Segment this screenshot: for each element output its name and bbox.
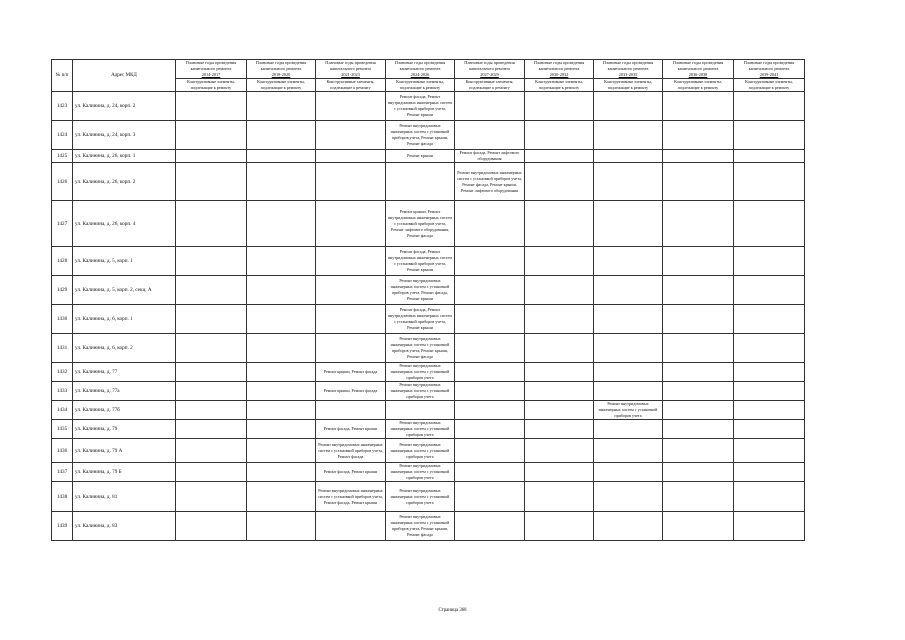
col-addr-header: Адрес МКД: [73, 60, 176, 92]
row-number: 1434: [52, 401, 73, 420]
row-number: 1435: [52, 420, 73, 439]
col-num-header: № п/п: [52, 60, 73, 92]
col-elements-header: Конструктивные элементы, подлежащие к ремонту: [663, 79, 734, 92]
table-row: [52, 150, 805, 163]
table-row: [52, 334, 805, 363]
row-work-2024: Ремонт внутридомовых инженерных систем с установкой приборов учета: [386, 382, 455, 401]
row-address: ул. Калинина, д. 26, корп. 1: [73, 150, 176, 163]
row-work-2024: Ремонт внутридомовых инженерных систем с установкой приборов учета, Ремонт крыши, Ремонт фасада: [386, 121, 455, 150]
row-work-2024: Ремонт фасада, Ремонт внутридомовых инженерных систем с установкой приборов учета, Ремонт крыши: [386, 305, 455, 334]
row-work-2021: Ремонт фасада, Ремонт крыши: [316, 463, 386, 482]
row-work-2021: Ремонт внутридомовых инженерных систем с установкой приборов учета, Ремонт фасада, Ремонт крыши: [316, 482, 386, 512]
row-work-2021: Ремонт внутридомовых инженерных систем с установкой приборов учета, Ремонт фасада: [316, 439, 386, 463]
row-number: 1437: [52, 463, 73, 482]
table-row: [52, 420, 805, 439]
row-work-2021: Ремонт фасада, Ремонт крыши: [316, 420, 386, 439]
page-number: Страница 368: [438, 608, 467, 613]
col-elements-header: Конструктивные элементы, подлежащие к ремонту: [386, 79, 455, 92]
table-row: [52, 92, 805, 121]
table-row: [52, 247, 805, 276]
row-work-2024: Ремонт крыши, Ремонт внутридомовых инженерных систем с установкой приборов учета, Ремонт лифтового оборудования, Ремонт фасада: [386, 201, 455, 247]
row-number: 1425: [52, 150, 73, 163]
col-elements-header: Конструктивные элементы, подлежащие к ремонту: [525, 79, 594, 92]
col-elements-header: Конструктивные элементы, подлежащие к ремонту: [247, 79, 316, 92]
row-work-2027: Ремонт фасада, Ремонт лифтового оборудования: [455, 150, 525, 163]
row-address: ул. Калинина, д. 77: [73, 363, 176, 382]
col-period-header: Плановые годы проведения капитального ремонта 2039-2041: [734, 60, 805, 79]
row-work-2024: Ремонт внутридомовых инженерных систем с установкой приборов учета: [386, 439, 455, 463]
row-address: ул. Калинина, д. 26, корп. 2: [73, 163, 176, 201]
row-work-2024: Ремонт внутридомовых инженерных систем с установкой приборов учета, Ремонт крыши, Ремонт фасада: [386, 334, 455, 363]
row-work-2024: Ремонт внутридомовых инженерных систем с установкой приборов учета: [386, 463, 455, 482]
row-number: 1427: [52, 201, 73, 247]
col-period-header: Плановые годы проведения капитального ремонта 2021-2023: [316, 60, 386, 79]
row-address: ул. Калинина, д. 5, корп. 1: [73, 247, 176, 276]
col-elements-header: Конструктивные элементы, подлежащие к ремонту: [316, 79, 386, 92]
row-number: 1436: [52, 439, 73, 463]
table-row: [52, 382, 805, 401]
row-work-2021: Ремонт крыши, Ремонт фасада: [316, 382, 386, 401]
row-number: 1428: [52, 247, 73, 276]
row-number: 1439: [52, 512, 73, 541]
row-work-2024: Ремонт крыши: [386, 150, 455, 163]
row-number: 1431: [52, 334, 73, 363]
table-row: [52, 121, 805, 150]
row-number: 1423: [52, 92, 73, 121]
row-work-2024: Ремонт внутридомовых инженерных систем с установкой приборов учета: [386, 420, 455, 439]
col-period-header: Плановые годы проведения капитального ремонта 2030-2032: [525, 60, 594, 79]
table-header: [52, 60, 805, 92]
table-row: [52, 363, 805, 382]
row-work-2021: Ремонт крыши, Ремонт фасада: [316, 363, 386, 382]
row-work-2024: Ремонт внутридомовых инженерных систем с установкой приборов учета: [386, 363, 455, 382]
table-row: [52, 512, 805, 541]
row-address: ул. Калинина, д. 26, корп. 4: [73, 201, 176, 247]
row-address: ул. Калинина, д. 24, корп. 3: [73, 121, 176, 150]
col-period-header: Плановые годы проведения капитального ремонта 2033-2035: [594, 60, 663, 79]
col-period-header: Плановые годы проведения капитального ремонта 2014-2017: [176, 60, 247, 79]
col-period-header: Плановые годы проведения капитального ремонта 2036-2038: [663, 60, 734, 79]
row-work-2024: Ремонт внутридомовых инженерных систем с установкой приборов учета: [386, 482, 455, 512]
row-number: 1426: [52, 163, 73, 201]
row-address: ул. Калинина, д. 6, корп. 2: [73, 334, 176, 363]
row-work-2033: Ремонт внутридомовых инженерных систем с установкой приборов учета: [594, 401, 663, 420]
row-address: ул. Калинина, д. 24, корп. 2: [73, 92, 176, 121]
row-number: 1433: [52, 382, 73, 401]
row-address: ул. Калинина, д. 77а: [73, 382, 176, 401]
table-body: [52, 92, 805, 541]
row-work-2024: Ремонт внутридомовых инженерных систем с установкой приборов учета, Ремонт фасада, Ремонт крыши: [386, 276, 455, 305]
row-address: ул. Калинина, д. 79: [73, 420, 176, 439]
row-number: 1424: [52, 121, 73, 150]
table-row: [52, 305, 805, 334]
col-period-header: Плановые годы проведения капитального ремонта 2024-2026: [386, 60, 455, 79]
row-work-2024: Ремонт фасада, Ремонт внутридомовых инженерных систем с установкой приборов учета, Ремонт крыши: [386, 247, 455, 276]
table-row: [52, 401, 805, 420]
table-row: [52, 163, 805, 201]
row-address: ул. Калинина, д. 81: [73, 482, 176, 512]
row-work-2024: Ремонт фасада, Ремонт внутридомовых инженерных систем с установкой приборов учета, Ремонт крыши: [386, 92, 455, 121]
row-address: ул. Калинина, д. 5, корп. 2, секц. А: [73, 276, 176, 305]
row-address: ул. Калинина, д. 79 Б: [73, 463, 176, 482]
row-number: 1438: [52, 482, 73, 512]
row-address: ул. Калинина, д. 83: [73, 512, 176, 541]
col-elements-header: Конструктивные элементы, подлежащие к ремонту: [176, 79, 247, 92]
table-row: [52, 201, 805, 247]
col-period-header: Плановые годы проведения капитального ремонта 2018-2020: [247, 60, 316, 79]
row-address: ул. Калинина, д. 6, корп. 1: [73, 305, 176, 334]
row-address: ул. Калинина, д. 77б: [73, 401, 176, 420]
table-row: [52, 463, 805, 482]
row-number: 1432: [52, 363, 73, 382]
row-work-2024: Ремонт внутридомовых инженерных систем с установкой приборов учета, Ремонт крыши, Ремонт фасада: [386, 512, 455, 541]
table-row: [52, 482, 805, 512]
table-row: [52, 439, 805, 463]
row-number: 1429: [52, 276, 73, 305]
col-elements-header: Конструктивные элементы, подлежащие к ремонту: [734, 79, 805, 92]
table-row: [52, 276, 805, 305]
row-work-2027: Ремонт внутридомовых инженерных систем с установкой приборов учета, Ремонт фасада, Ремонт крыши, Ремонт лифтового оборудования: [455, 163, 525, 201]
col-elements-header: Конструктивные элементы, подлежащие к ремонту: [455, 79, 525, 92]
row-address: ул. Калинина, д. 79 А: [73, 439, 176, 463]
header-row-periods: [52, 60, 805, 79]
col-elements-header: Конструктивные элементы, подлежащие к ремонту: [594, 79, 663, 92]
row-number: 1430: [52, 305, 73, 334]
col-period-header: Плановые годы проведения капитального ремонта 2027-2029: [455, 60, 525, 79]
capital-repair-table: [51, 59, 805, 541]
